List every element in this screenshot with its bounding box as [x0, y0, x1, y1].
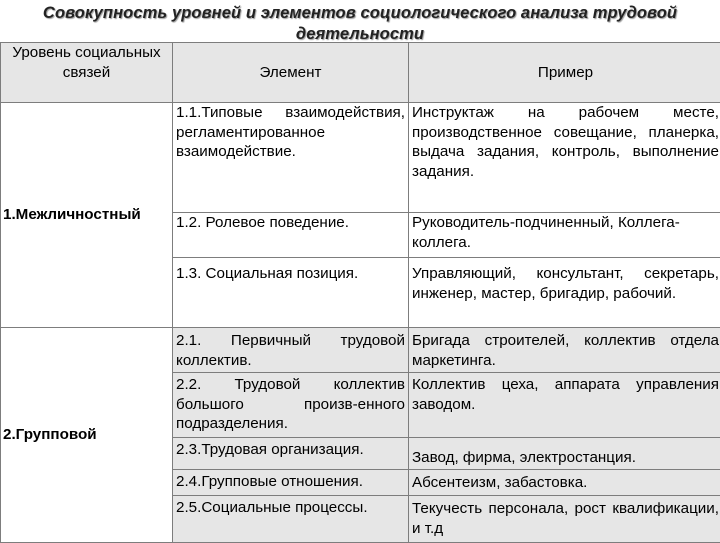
- row-element: 2.4.Групповые отношения.: [173, 470, 409, 496]
- row-element: 2.3.Трудовая организация.: [173, 438, 409, 470]
- row-example: Инструктаж на рабочем месте, производственное совещание, планерка, выдача задания, контроль, выполнение задания.: [409, 103, 720, 213]
- table-row: [1, 103, 720, 213]
- table-header-row: [1, 43, 720, 103]
- row-example: Управляющий, консультант, секретарь, инженер, мастер, бригадир, рабочий.: [409, 258, 720, 328]
- row-example: Абсентеизм, забастовка.: [409, 470, 720, 496]
- row-element: 1.3. Социальная позиция.: [173, 258, 409, 328]
- table-row: [1, 328, 720, 373]
- analysis-levels-table: [0, 42, 720, 543]
- row-example: Руководитель-подчиненный, Коллега-коллега.: [409, 213, 720, 258]
- level-group: 2.Групповой: [1, 328, 173, 543]
- row-example: Коллектив цеха, аппарата управления заводом.: [409, 373, 720, 438]
- row-element: 1.1.Типовые взаимодействия, регламентированное взаимодействие.: [173, 103, 409, 213]
- row-element: 2.5.Социальные процессы.: [173, 496, 409, 543]
- row-element: 1.2. Ролевое поведение.: [173, 213, 409, 258]
- level-interpersonal: 1.Межличностный: [1, 103, 173, 328]
- slide-title: Совокупность уровней и элементов социологического анализа трудовой деятельности: [10, 3, 710, 45]
- row-element: 2.1. Первичный трудовой коллектив.: [173, 328, 409, 373]
- row-example: Бригада строителей, коллектив отдела маркетинга.: [409, 328, 720, 373]
- row-example: Завод, фирма, электростанция.: [409, 438, 720, 470]
- header-level: Уровень социальных связей: [1, 43, 173, 103]
- header-element: Элемент: [173, 43, 409, 103]
- row-example: Текучесть персонала, рост квалификации, и т.д: [409, 496, 720, 543]
- header-example: Пример: [409, 43, 720, 103]
- row-element: 2.2. Трудовой коллектив большого произв-енного подразделения.: [173, 373, 409, 438]
